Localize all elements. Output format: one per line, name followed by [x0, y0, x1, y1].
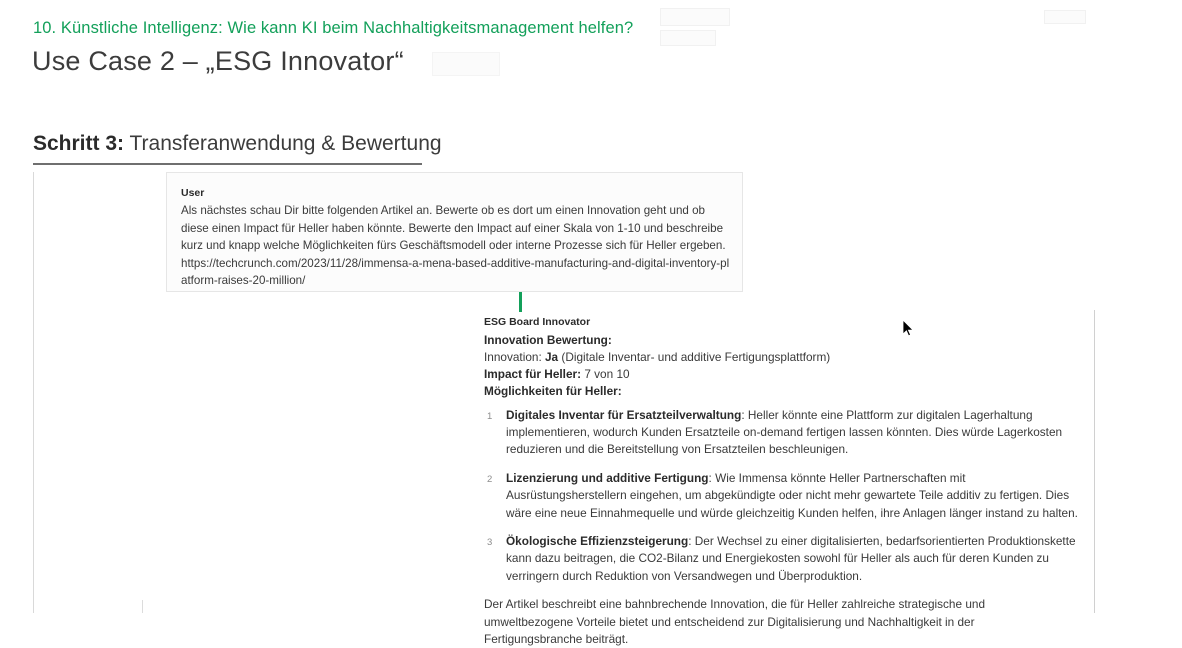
- list-item: [484, 407, 1084, 459]
- innovation-line: [484, 349, 1084, 366]
- list-item-number: 2: [487, 473, 493, 485]
- innovation-note: (Digitale Inventar- und additive Fertigungsplattform): [561, 350, 831, 364]
- opportunities-list: [484, 407, 1084, 586]
- list-item: [484, 470, 1084, 522]
- innovation-value: Ja: [545, 350, 559, 364]
- step-label: Schritt 3:: [33, 132, 125, 155]
- decorative-shape: [660, 30, 716, 46]
- impact-line: [484, 366, 1084, 383]
- list-item-text: : Der Wechsel zu einer digitalisierten, bedarfsorientierten Produktionskette kann dazu beitragen, die CO2-Bilanz und Energiekosten sowohl für Heller als auch für deren Kunden zu verringern durch Reduktion von Versandwegen und Überproduktion.: [506, 534, 1076, 583]
- decorative-shape: [660, 8, 730, 26]
- timeline-rail-right: [1094, 310, 1095, 613]
- list-item-number: 1: [487, 410, 493, 422]
- timeline-rail-left: [33, 172, 34, 613]
- opportunities-title: Möglichkeiten für Heller:: [484, 383, 622, 398]
- user-message-body: Als nächstes schau Dir bitte folgenden Artikel an. Bewerte ob es dort um einen Innovation geht und ob diese einen Impact für Heller haben könnte. Bewerte den Impact auf einer Skala von 1-10 und beschreibe kurz und knapp welche Möglichkeiten fürs Geschäftsmodell oder interne Prozesse sich für Heller ergeben.: [181, 204, 726, 253]
- timeline-rail-bottom: [142, 600, 143, 613]
- list-item-text: : Wie Immensa könnte Heller Partnerschaften mit Ausrüstungsherstellern eingehen, um abgekündigte oder nicht mehr gewartete Teile additiv zu fertigen. Dies wäre eine neue Einnahmequelle und würde gleichzeitig Kunden helfen, ihre Anlagen länger instand zu halten.: [506, 470, 1078, 520]
- page-title: Use Case 2 – „ESG Innovator“: [32, 46, 404, 76]
- user-message-card: [166, 172, 743, 292]
- assistant-answer: [484, 316, 1084, 648]
- decorative-shape: [432, 52, 500, 76]
- list-item: [484, 533, 1084, 585]
- innovation-label: Innovation:: [484, 350, 542, 364]
- step-text: Transferanwendung & Bewertung: [124, 132, 442, 155]
- step-heading: [33, 132, 442, 156]
- slide-eyebrow: 10. Künstliche Intelligenz: Wie kann KI beim Nachhaltigkeitsmanagement helfen?: [33, 19, 634, 37]
- user-message-text: [181, 202, 732, 290]
- article-link[interactable]: https://techcrunch.com/2023/11/28/immensa-a-mena-based-additive-manufacturing-and-digital-inventory-platform-raises-20-million/: [181, 256, 730, 288]
- list-item-title: Ökologische Effizienzsteigerung: [506, 534, 689, 549]
- assistant-role-label: ESG Board Innovator: [484, 316, 591, 328]
- list-item-title: Digitales Inventar für Ersatzteilverwaltung: [506, 407, 742, 422]
- user-role-label: User: [181, 187, 205, 199]
- list-item-text: : Heller könnte eine Plattform zur digitalen Lagerhaltung implementieren, wodurch Kunden Ersatzteile on-demand fertigen lassen könnten. Dies würde Lagerkosten reduzieren und die Bereitstellung von Ersatzteilen beschleunigen.: [506, 407, 1063, 457]
- impact-value: 7 von 10: [584, 366, 630, 381]
- evaluation-title: Innovation Bewertung:: [484, 333, 612, 347]
- impact-label: Impact für Heller:: [484, 366, 582, 381]
- step-divider: [33, 163, 422, 165]
- decorative-shape: [1044, 10, 1086, 24]
- closing-paragraph: Der Artikel beschreibt eine bahnbrechende Innovation, die für Heller zahlreiche strategische und umweltbezogene Vorteile bietet und entscheidend zur Digitalisierung und Nachhaltigkeit in der Fertigungsbranche beiträgt.: [484, 597, 986, 647]
- list-item-title: Lizenzierung und additive Fertigung: [506, 470, 709, 485]
- list-item-number: 3: [487, 537, 493, 549]
